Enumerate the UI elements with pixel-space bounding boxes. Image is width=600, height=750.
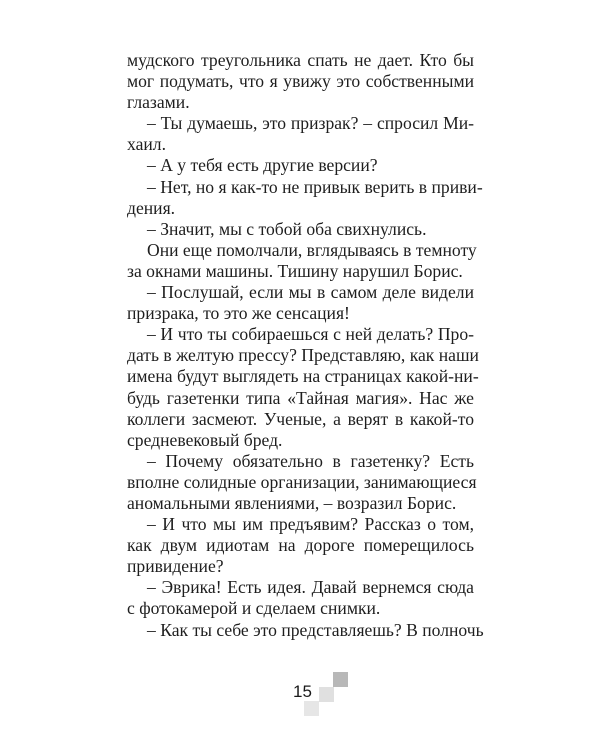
text-line: – Как ты себе это представляешь? В полночь <box>147 619 484 640</box>
text-line: – Нет, но я как-то не привык верить в приви- <box>147 176 483 197</box>
text-line: призрака, то это же сенсация! <box>127 303 350 324</box>
text-line: за окнами машины. Тишину нарушил Борис. <box>127 260 463 281</box>
text-line: вполне солидные организации, занимающиеся <box>127 471 477 492</box>
text-line: – Ты думаешь, это призрак? – спросил Ми- <box>147 113 474 134</box>
text-line: с фотокамерой и сделаем снимки. <box>127 598 381 619</box>
text-line: средневековый бред. <box>127 429 283 450</box>
text-line: – Почему обязательно в газетенку? Есть <box>147 450 474 471</box>
text-line: – А у тебя есть другие версии? <box>147 155 378 176</box>
text-line: дения. <box>127 197 176 218</box>
decorative-square-light <box>304 701 319 716</box>
text-line: будь газетенки типа «Тайная магия». Нас же <box>127 387 474 408</box>
text-line: – И что мы им предъявим? Рассказ о том, <box>147 514 474 535</box>
text-line: коллеги засмеют. Ученые, а верят в какой-то <box>127 408 474 429</box>
text-line: мог подумать, что я увижу это собственными <box>127 71 474 92</box>
text-line: как двум идиотам на дороге померещилось <box>127 535 474 556</box>
text-line: Они еще помолчали, вглядываясь в темноту <box>147 239 477 260</box>
text-line: имена будут выглядеть на страницах какой-ни- <box>127 366 479 387</box>
text-line: привидение? <box>127 556 224 577</box>
text-line: – Послушай, если мы в самом деле видели <box>147 282 474 303</box>
page-number: 15 <box>293 682 312 701</box>
text-line: аномальными явлениями, – возразил Борис. <box>127 492 457 513</box>
text-line: – Эврика! Есть идея. Давай вернемся сюда <box>147 577 474 598</box>
page-body-text <box>127 50 484 641</box>
text-line: – И что ты собираешься с ней делать? Про- <box>147 324 474 345</box>
text-line: дать в желтую прессу? Представляю, как наши <box>127 345 479 366</box>
decorative-square-mid <box>319 687 334 702</box>
decorative-square-dark <box>333 672 348 687</box>
text-line: хаил. <box>127 134 166 155</box>
text-line: мудского треугольника спать не дает. Кто бы <box>127 50 474 70</box>
text-line: глазами. <box>127 92 190 113</box>
text-line: – Значит, мы с тобой оба свихнулись. <box>147 218 427 239</box>
